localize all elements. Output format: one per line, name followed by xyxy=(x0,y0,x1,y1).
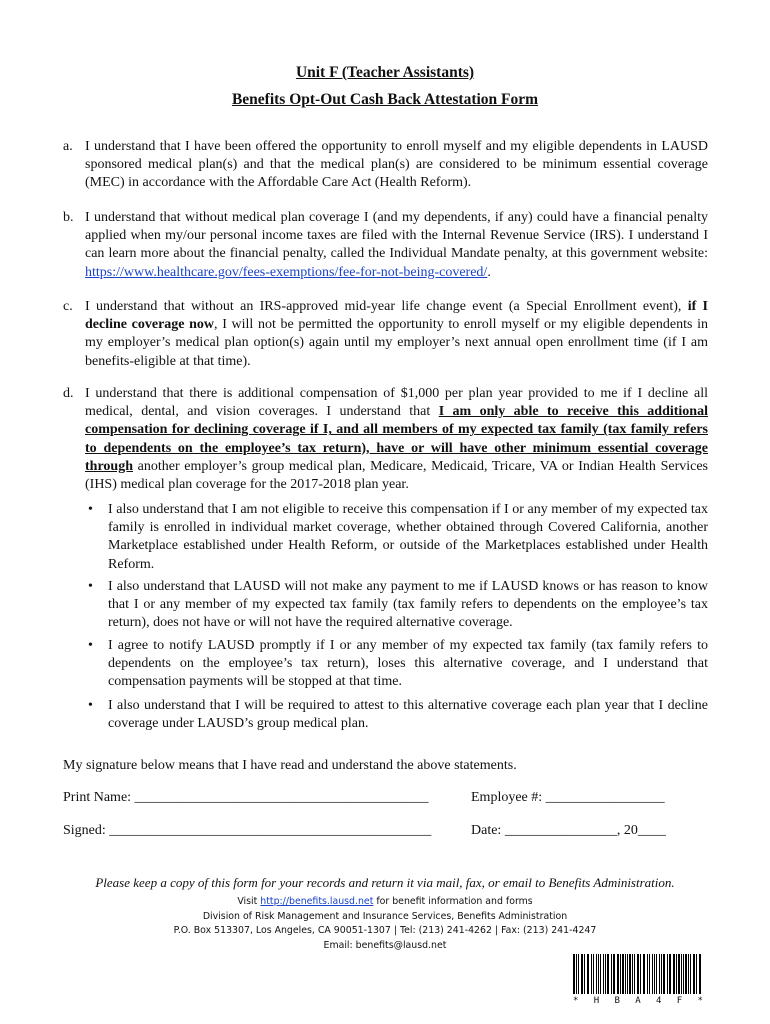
barcode-bar xyxy=(659,954,660,994)
benefits-site-link[interactable]: http://benefits.lausd.net xyxy=(260,896,374,907)
barcode-char: A xyxy=(635,996,641,1006)
barcode-bar xyxy=(605,954,606,994)
barcode-bar xyxy=(576,954,577,994)
bullet-dot-icon: • xyxy=(88,502,93,517)
barcode-bar xyxy=(603,954,604,994)
date-field[interactable]: Date: ________________, 20____ xyxy=(471,823,666,838)
barcode-bar xyxy=(632,954,633,994)
barcode-char: F xyxy=(676,996,683,1006)
footer-address: P.O. Box 513307, Los Angeles, CA 90051-1307 | Tel: (213) 241-4262 | Fax: (213) 241-4247 xyxy=(173,925,597,936)
footer-visit-line xyxy=(0,896,770,907)
statement-b xyxy=(63,209,708,282)
barcode-bar xyxy=(669,954,671,994)
signature-field[interactable]: Signed: ______________________________________________ xyxy=(63,823,432,838)
bullet-dot-icon: • xyxy=(88,579,93,594)
barcode-bar xyxy=(611,954,612,994)
barcode-bar xyxy=(683,954,684,994)
statement-a-text: I understand that I have been offered the opportunity to enroll myself and my eligible dependents in LAUSD sponsored medical plan(s) and that the medical plan(s) are considered to be minimum essential coverage (MEC) in accordance with the Affordable Care Act (Health Reform). xyxy=(85,139,708,191)
barcode-bar xyxy=(620,954,621,994)
barcode-bar xyxy=(652,954,653,994)
barcode-bar xyxy=(656,954,657,994)
statement-c-text xyxy=(85,298,708,371)
statement-d-text-post: another employer’s group medical plan, Medicare, Medicaid, Tricare, VA or Indian Health Services (IHS) medical plan coverage for the 2017-2018 plan year. xyxy=(85,458,708,493)
barcode-char: * xyxy=(573,996,579,1006)
barcode-bar xyxy=(649,954,650,994)
barcode-bar xyxy=(688,954,689,994)
barcode-bar xyxy=(613,954,615,994)
barcode-bar xyxy=(573,954,575,994)
footer-email: Email: benefits@lausd.net xyxy=(323,940,447,951)
barcode-bar xyxy=(667,954,668,994)
barcode-bar xyxy=(600,954,601,994)
statement-c-text-post: , I will not be permitted the opportunity to enroll myself or my eligible dependents in my employer’s medical plan option(s) again until my employer’s next annual open enrollment time (if I am benefits-eligible at that time). xyxy=(85,317,708,369)
statement-d-text-pre: I understand that there is additional compensation of $1,000 per plan year provided to me if I decline all medical, dental, and vision coverages. I understand that xyxy=(85,386,708,420)
signature-statement: My signature below means that I have read and understand the above statements. xyxy=(63,758,517,773)
bullet-text-4: I also understand that I will be required to attest to this alternative coverage each plan year that I decline coverage under LAUSD’s group medical plan. xyxy=(108,698,708,732)
barcode-bar xyxy=(678,954,680,994)
barcode-bar xyxy=(699,954,701,994)
barcode-bar xyxy=(622,954,624,994)
statement-c xyxy=(63,298,708,371)
statement-b-text xyxy=(85,209,708,282)
barcode-char: B xyxy=(614,996,620,1006)
statement-c-bold: if I decline coverage now xyxy=(85,299,708,333)
barcode-bar xyxy=(584,954,585,994)
barcode-bar xyxy=(654,954,655,994)
barcode-bar xyxy=(591,954,592,994)
footer-visit-pre: Visit xyxy=(237,896,261,907)
bullet-text-3: I agree to notify LAUSD promptly if I or any member of my expected tax family (tax family refers to dependents on the employee’s tax return), loses this alternative coverage, and I understand that compensation payments will be stopped at that time. xyxy=(108,638,708,690)
statement-d-text xyxy=(85,385,708,494)
barcode-bar xyxy=(663,954,665,994)
barcode-char: 4 xyxy=(656,996,662,1006)
statement-a xyxy=(63,138,708,193)
barcode-bar xyxy=(629,954,631,994)
statement-b-text-post: . xyxy=(487,264,491,280)
barcode-bar xyxy=(578,954,579,994)
barcode-bar xyxy=(693,954,695,994)
statement-d-bold-underline: I am only able to receive this additional compensation for declining coverage if I, and all members of my expected tax family (tax family refers to dependents on the employee’s tax return), have or will have other minimum essential coverage through xyxy=(85,404,708,474)
barcode-bar xyxy=(627,954,628,994)
form-title-unit: Unit F (Teacher Assistants) xyxy=(295,64,475,81)
bullet-dot-icon: • xyxy=(88,698,93,713)
statement-c-text-pre: I understand that without an IRS-approved mid-year life change event (a Special Enrollment event), xyxy=(85,299,688,314)
return-instructions: Please keep a copy of this form for your records and return it via mail, fax, or email to Benefits Administration. xyxy=(95,875,675,890)
barcode-bar xyxy=(625,954,626,994)
barcode-bar xyxy=(690,954,691,994)
barcode-bar xyxy=(643,954,645,994)
barcode-bar xyxy=(634,954,635,994)
barcode-characters xyxy=(573,996,703,1006)
barcode-bar xyxy=(661,954,662,994)
employee-number-field[interactable]: Employee #: _________________ xyxy=(471,790,665,805)
barcode-bar xyxy=(587,954,589,994)
form-title: Benefits Opt-Out Cash Back Attestation Form xyxy=(231,91,539,108)
bullet-text-1: I also understand that I am not eligible to receive this compensation if I or any member of my expected tax family is enrolled in individual market coverage, whether obtained through Covered California, another Marketplace established under Health Reform, or outside of the Marketplaces established under Health Reform. xyxy=(108,502,708,572)
footer-division: Division of Risk Management and Insurance Services, Benefits Administration xyxy=(202,911,568,922)
barcode-bar xyxy=(598,954,599,994)
barcode-bar xyxy=(685,954,687,994)
barcode-bar xyxy=(637,954,639,994)
barcode-bar xyxy=(640,954,641,994)
barcode-bar xyxy=(617,954,619,994)
form-barcode xyxy=(573,954,703,994)
statement-c-label: c. xyxy=(63,299,73,314)
barcode-bar xyxy=(673,954,675,994)
healthcare-gov-link[interactable]: https://www.healthcare.gov/fees-exemptions/fee-for-not-being-covered/ xyxy=(85,264,488,280)
print-name-field[interactable]: Print Name: __________________________________________ xyxy=(63,790,429,805)
barcode-bar xyxy=(696,954,697,994)
footer-visit-post: for benefit information and forms xyxy=(373,896,533,907)
statement-d-label: d. xyxy=(63,386,74,401)
statement-a-label: a. xyxy=(63,139,73,154)
barcode-char: * xyxy=(697,996,703,1006)
bullet-item-1 xyxy=(88,501,708,574)
barcode-bar xyxy=(593,954,594,994)
barcode-bar xyxy=(596,954,597,994)
barcode-bar xyxy=(581,954,583,994)
statement-b-label: b. xyxy=(63,210,74,225)
barcode-bar xyxy=(607,954,609,994)
barcode-bar xyxy=(681,954,682,994)
barcode-char: H xyxy=(593,996,600,1006)
bullet-item-2 xyxy=(88,578,708,633)
statement-d xyxy=(63,385,708,494)
bullet-text-2: I also understand that LAUSD will not make any payment to me if LAUSD knows or has reason to know that I or any member of my expected tax family (tax family refers to dependents on the employee’s tax return), does not have or will not have the required alternative coverage. xyxy=(108,579,708,631)
bullet-item-4 xyxy=(88,697,708,733)
statement-b-text-pre: I understand that without medical plan coverage I (and my dependents, if any) could have a financial penalty applied when my/our personal income taxes are filed with the Internal Revenue Service (IRS). I understand I can learn more about the financial penalty, called the Individual Mandate penalty, at this government website: xyxy=(85,210,708,262)
bullet-item-3 xyxy=(88,637,708,692)
barcode-bar xyxy=(647,954,648,994)
barcode-bar xyxy=(676,954,677,994)
bullet-dot-icon: • xyxy=(88,638,93,653)
